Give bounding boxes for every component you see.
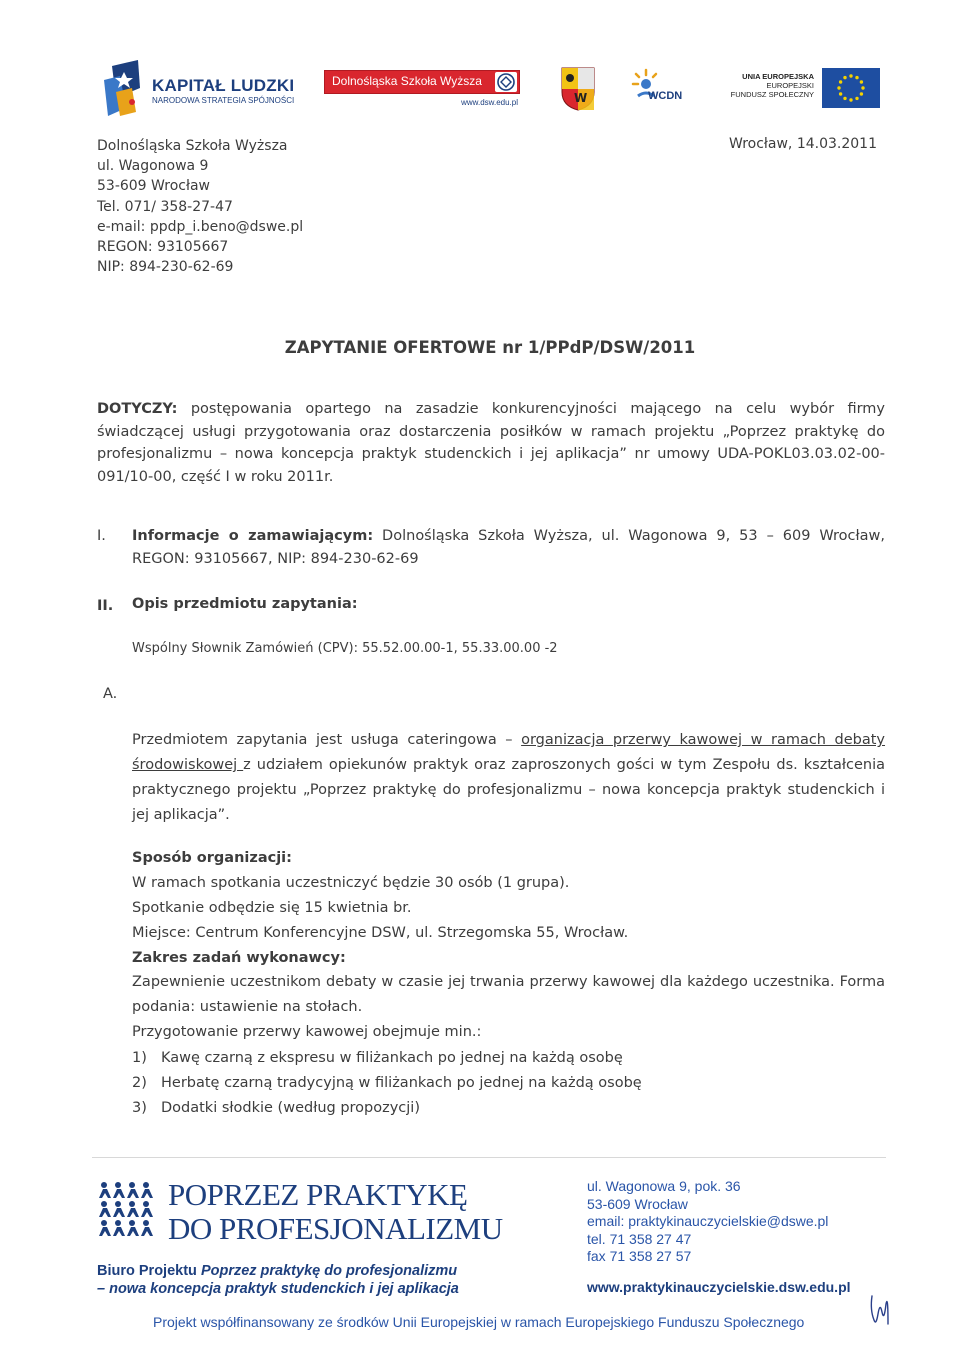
list-item xyxy=(132,1096,642,1121)
list-item-text: Kawę czarną z ekspresu w filiżankach po jednej na każdą osobę xyxy=(161,1050,623,1066)
project-office-prefix: Biuro Projektu xyxy=(97,1263,201,1279)
subject-text: postępowania opartego na zasadzie konkurencyjności mającego na celu wybór firmy świadczącej usługi przygotowania oraz dostarczenia posiłków w ramach projektu „Poprzez praktykę do profesjonalizmu – nowa koncepcja praktyk studenckich i jej aplikacja” nr umowy UDA-POKL03.03.02-00-091/10-00, część I w roku 2011r. xyxy=(97,401,885,485)
sender-city: 53-609 Wrocław xyxy=(97,178,210,195)
kapital-ludzki-mark-icon xyxy=(102,58,144,118)
section-2-heading: Opis przedmiotu zapytania: xyxy=(132,596,358,612)
dsw-logo-url: www.dsw.edu.pl xyxy=(461,98,518,107)
footer-phone: tel. 71 358 27 47 xyxy=(587,1230,692,1247)
wroclaw-coat-of-arms-icon xyxy=(560,66,596,112)
contractor-tasks-text: Zapewnienie uczestnikom debaty w czasie jej trwania przerwy kawowej dla każdego uczestnika. Forma podania: ustawienie na stołach. xyxy=(132,974,885,1015)
coffee-break-intro: Przygotowanie przerwy kawowej obejmuje min.: xyxy=(132,1024,482,1040)
sender-street: ul. Wagonowa 9 xyxy=(97,158,209,175)
project-office-label xyxy=(97,1262,459,1298)
kapital-ludzki-title: KAPITAŁ LUDZKI xyxy=(152,76,295,95)
wcdn-logo xyxy=(630,66,694,112)
footer-website: www.praktykinauczycielskie.dsw.edu.pl xyxy=(587,1279,851,1295)
eu-social-fund-label: FUNDUSZ SPOŁECZNY xyxy=(730,90,814,99)
document-date: Wrocław, 14.03.2011 xyxy=(729,136,877,152)
dsw-logo-name: Dolnośląska Szkoła Wyższa xyxy=(332,74,482,88)
section-1-label: Informacje o zamawiającym: xyxy=(132,528,374,544)
handwritten-initials-signature xyxy=(866,1290,894,1330)
list-item-number: 1) xyxy=(132,1050,147,1066)
organization-block xyxy=(132,846,885,971)
list-item xyxy=(132,1046,642,1071)
sender-regon: REGON: 93105667 xyxy=(97,239,229,256)
project-logo-line-1: POPRZEZ PRAKTYKĘ xyxy=(168,1177,468,1212)
kapital-ludzki-subtitle: NARODOWA STRATEGIA SPÓJNOŚCI xyxy=(152,96,295,105)
list-item-number: 2) xyxy=(132,1075,147,1092)
sender-nip: NIP: 894-230-62-69 xyxy=(97,259,234,276)
organization-venue: Miejsce: Centrum Konferencyjne DSW, ul. Strzegomska 55, Wrocław. xyxy=(132,925,629,941)
sender-phone: Tel. 071/ 358-27-47 xyxy=(97,198,233,215)
footer-address: ul. Wagonowa 9, pok. 36 xyxy=(587,1178,741,1194)
section-1-text: Dolnośląska Szkoła Wyższa, ul. Wagonowa 9, 53 – 609 Wrocław, REGON: 93105667, NIP: 894-230-62-69 xyxy=(132,528,886,567)
footer-city: 53-609 Wrocław xyxy=(587,1195,688,1212)
footer-contact-block xyxy=(587,1178,828,1266)
project-office-name-2: – nowa koncepcja praktyk studenckich i jej aplikacja xyxy=(97,1281,459,1297)
coffee-break-items-list xyxy=(132,1046,642,1122)
contractor-tasks-block xyxy=(132,970,885,1045)
subject-of-order-rest: z udziałem opiekunów praktyk oraz zaproszonych gości w tym Zespołu ds. kształcenia praktycznego projektu „Poprzez praktykę do profesjonalizmu – nowa koncepcja praktyk studenckich i jej aplikacja”. xyxy=(132,757,886,823)
eu-fund-label xyxy=(700,72,814,99)
list-item-number: 3) xyxy=(132,1100,147,1117)
dsw-logo xyxy=(324,70,520,110)
wcdn-logo-text: WCDN xyxy=(648,90,683,102)
project-office-name-1: Poprzez praktykę do profesjonalizmu xyxy=(200,1263,458,1279)
eu-union-label: UNIA EUROPEJSKA xyxy=(742,72,814,81)
document-title: ZAPYTANIE OFERTOWE nr 1/PPdP/DSW/2011 xyxy=(284,338,696,357)
cofinancing-note: Projekt współfinansowany ze środków Unii Europejskiej w ramach Europejskiego Funduszu Społecznego xyxy=(153,1314,805,1330)
footer-email: email: praktykinauczycielskie@dswe.pl xyxy=(587,1213,829,1229)
dsw-logo-bar xyxy=(324,70,520,94)
footer-divider xyxy=(92,1157,886,1158)
list-item-text: Dodatki słodkie (według propozycji) xyxy=(161,1100,420,1117)
section-1-number: I. xyxy=(97,528,106,544)
project-logo-line-2: DO PROFESJONALIZMU xyxy=(168,1211,503,1246)
section-a-label: A. xyxy=(103,686,118,702)
eu-european-label: EUROPEJSKI xyxy=(766,81,814,90)
subject-label: DOTYCZY: xyxy=(97,401,178,417)
eu-flag-icon xyxy=(822,68,880,108)
contractor-tasks-heading: Zakres zadań wykonawcy: xyxy=(132,950,346,966)
subject-of-order-intro: Przedmiotem zapytania jest usługa cateringowa – xyxy=(132,732,522,748)
project-people-icon xyxy=(97,1180,155,1238)
dsw-emblem-icon xyxy=(495,72,517,92)
svg-text:W: W xyxy=(574,91,588,105)
section-2-number: II. xyxy=(97,598,114,614)
sender-address-block xyxy=(97,136,303,277)
section-1-paragraph xyxy=(132,525,885,570)
organization-date: Spotkanie odbędzie się 15 kwietnia br. xyxy=(132,900,412,916)
sender-name: Dolnośląska Szkoła Wyższa xyxy=(97,138,288,154)
project-logo-title xyxy=(168,1178,503,1246)
list-item-text: Herbatę czarną tradycyjną w filiżankach po jednej na każdą osobę xyxy=(161,1075,642,1092)
subject-of-order-underlined: organizacja przerwy kawowej w ramach debaty środowiskowej xyxy=(132,732,886,773)
sender-email: e-mail: ppdp_i.beno@dswe.pl xyxy=(97,218,304,235)
kapital-ludzki-logo xyxy=(102,58,302,118)
subject-of-order-paragraph xyxy=(132,728,885,828)
footer-fax: fax 71 358 27 57 xyxy=(587,1248,692,1264)
cpv-codes: Wspólny Słownik Zamówień (CPV): 55.52.00.00-1, 55.33.00.00 -2 xyxy=(132,641,558,656)
organization-heading: Sposób organizacji: xyxy=(132,850,292,866)
list-item xyxy=(132,1071,642,1096)
subject-paragraph xyxy=(97,398,885,488)
organization-participants: W ramach spotkania uczestniczyć będzie 30 osób (1 grupa). xyxy=(132,875,570,891)
